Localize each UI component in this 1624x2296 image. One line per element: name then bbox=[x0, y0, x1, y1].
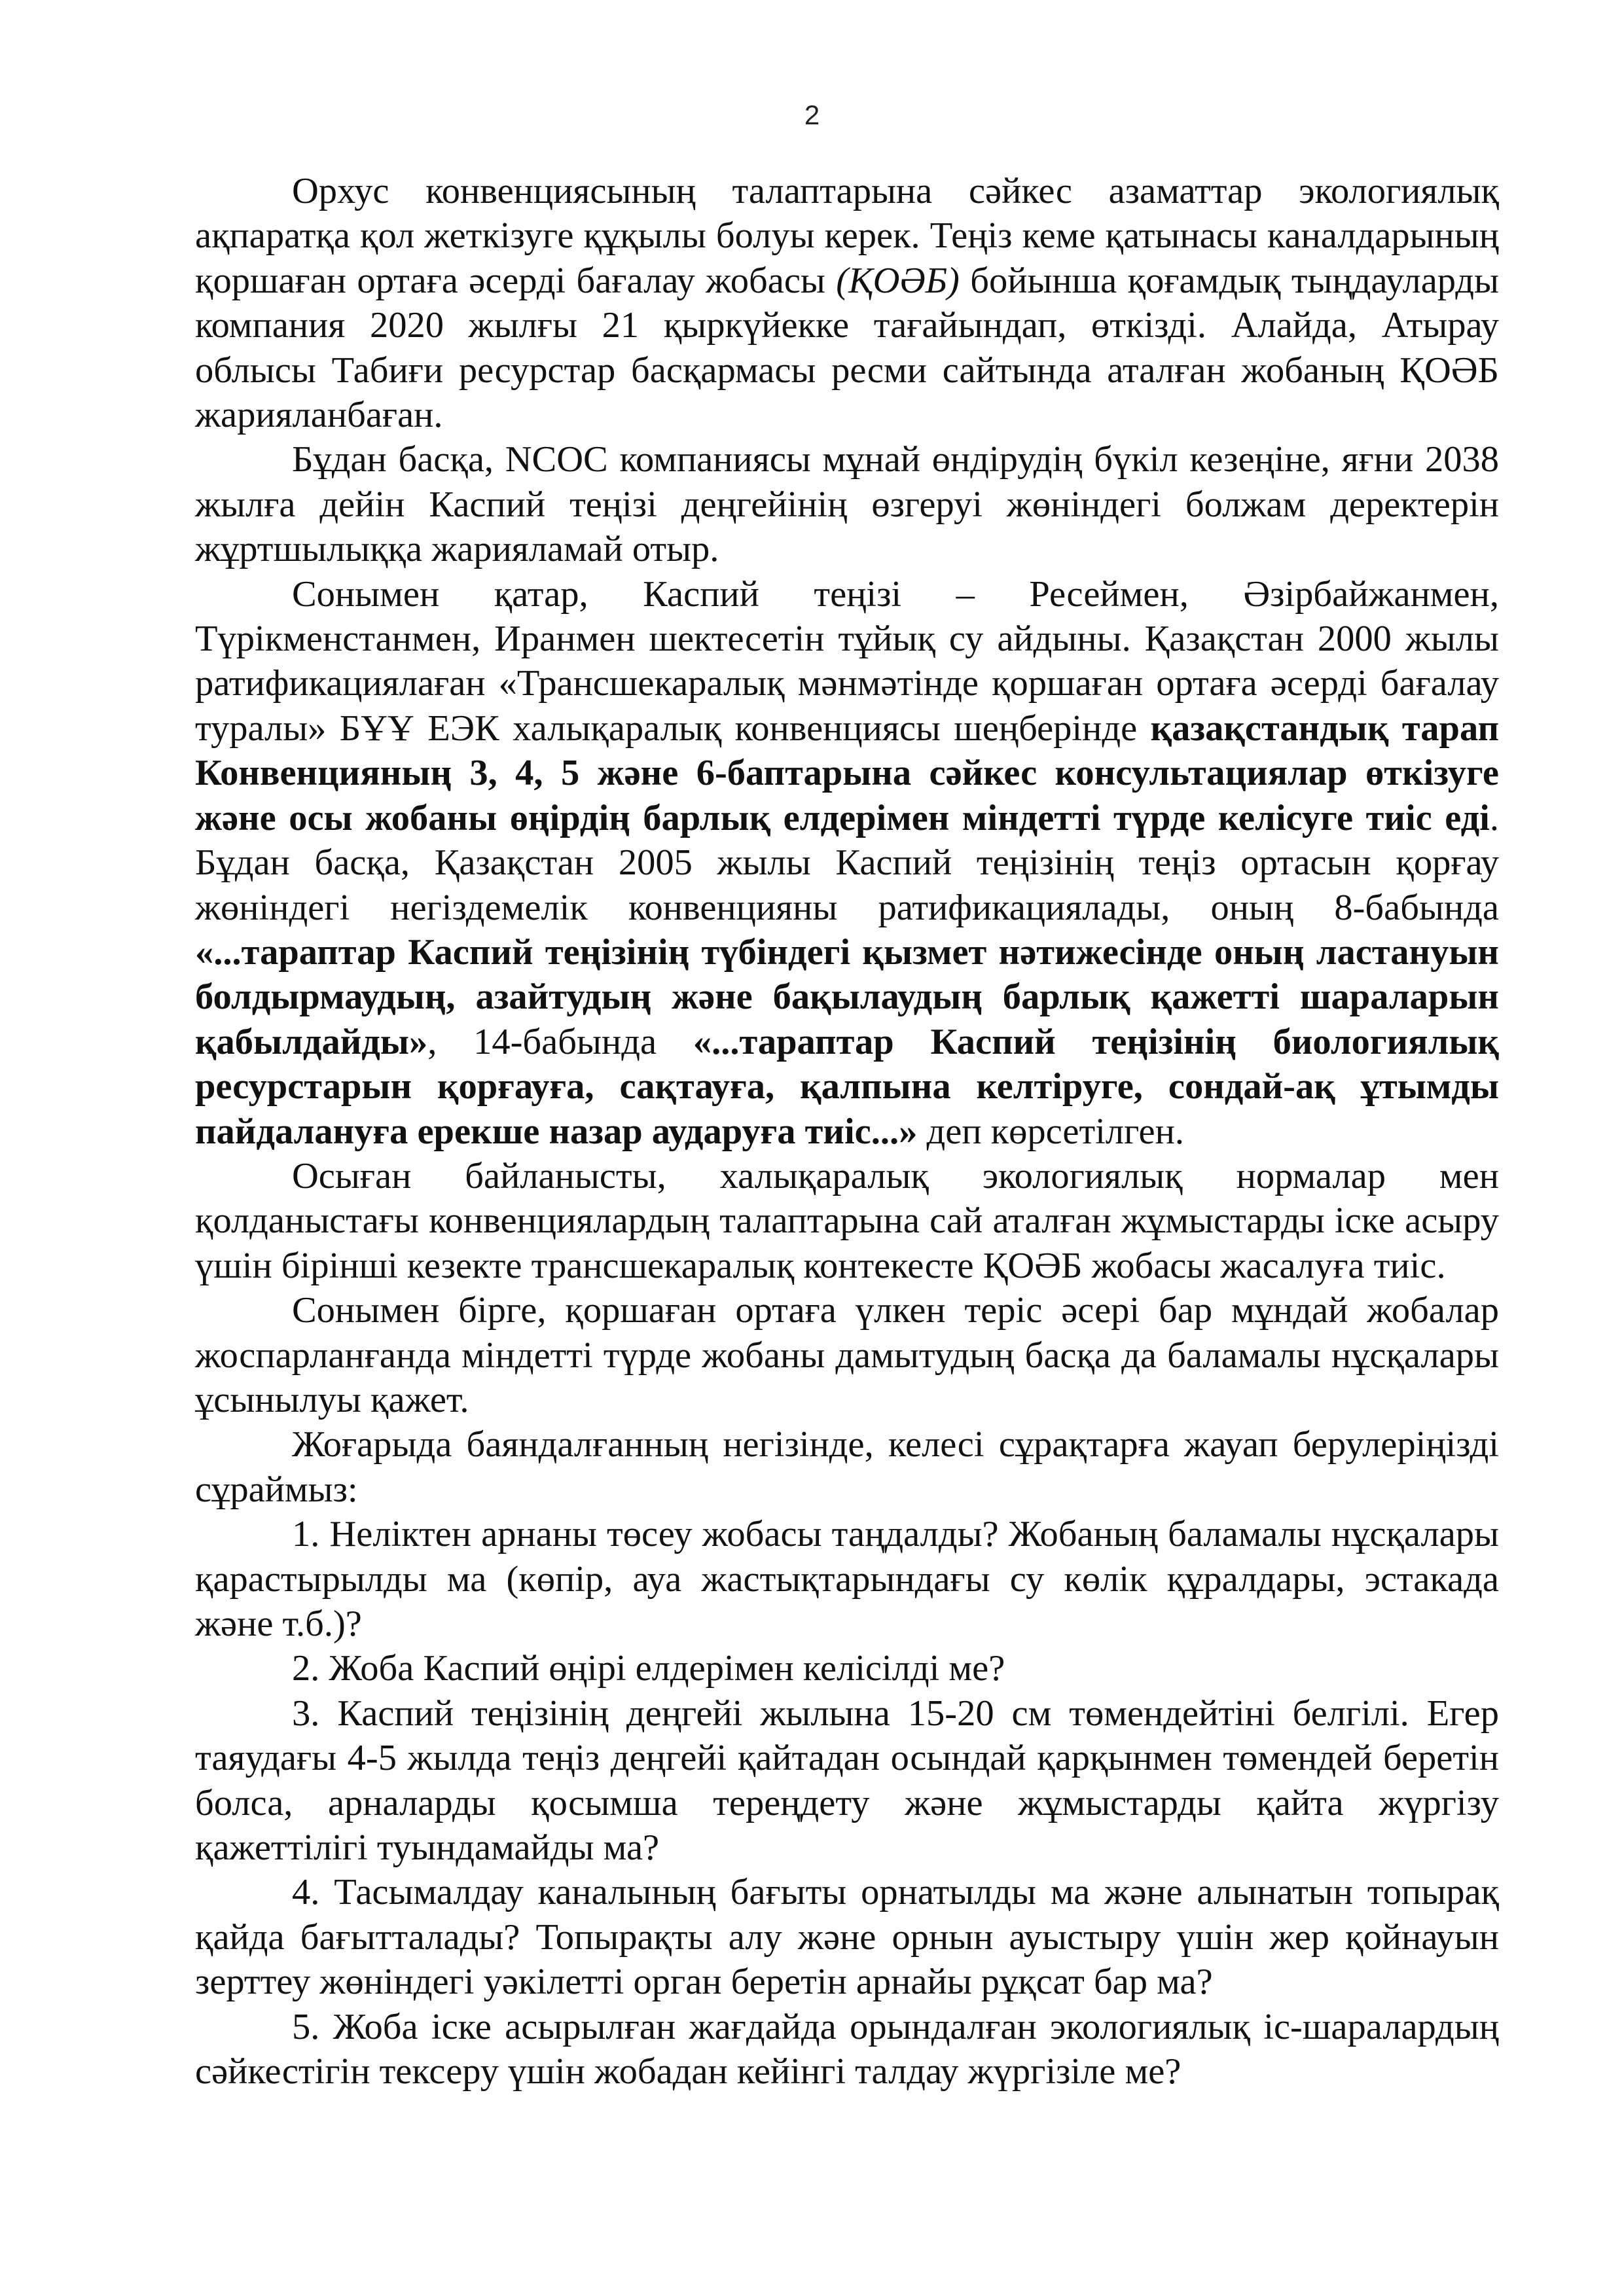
paragraph-ncoc: Бұдан басқа, NCOC компаниясы мұнай өндірудің бүкіл кезеңіне, яғни 2038 жылға дейін Каспий теңізі деңгейінің өзгеруі жөніндегі болжам деректерін жұртшылыққа жарияламай отыр. bbox=[195, 439, 1499, 570]
paragraph-request: Жоғарыда баяндалғанның негізінде, келесі сұрақтарға жауап берулеріңізді сұраймыз: bbox=[195, 1424, 1499, 1510]
question-3: 3. Каспий теңізінің деңгейі жылына 15-20 см төмендейтіні белгілі. Егер таяудағы 4-5 жылда теңіз деңгейі қайтадан осындай қарқынмен төмендей беретін болса, арналарды қосымша тереңдету және жұмыстарды қайта жүргізу қажеттілігі туындамайды ма? bbox=[195, 1693, 1499, 1869]
paragraph-text: бойынша қоғамдық тыңдауларды компания 2020 жылғы 21 қыркүйекке тағайындап, өткізді. Алайда, Атырау облысы Табиғи ресурстар басқармасы ресми сайтында аталған жобаның ҚОӘБ жарияланбаған. bbox=[195, 260, 1499, 436]
paragraph-aarhus bbox=[195, 169, 1499, 437]
paragraph-conventions bbox=[195, 572, 1499, 1154]
bold-quote-article-8: «...тараптар Каспий теңізінің түбіндегі қызмет нәтижесінде оның ластануын болдырмаудың, азайтудың және бақылаудың барлық қажетті шараларын қабылдайды» bbox=[195, 931, 1499, 1062]
page-number: 2 bbox=[804, 99, 820, 130]
paragraph-alternatives: Сонымен бірге, қоршаған ортаға үлкен теріс әсері бар мұндай жобалар жоспарланғанда міндетті түрде жобаны дамытудың басқа да баламалы нұсқалары ұсынылуы қажет. bbox=[195, 1290, 1499, 1420]
abbreviation-italic: (ҚОӘБ) bbox=[836, 260, 960, 301]
question-2: 2. Жоба Каспий өңірі елдерімен келісілді ме? bbox=[292, 1648, 1005, 1689]
question-4: 4. Тасымалдау каналының бағыты орнатылды ма және алынатын топырақ қайда бағытталады? Топырақты алу және орнын ауыстыру үшін жер қойнауын зерттеу жөніндегі уәкілетті орган беретін арнайы рұқсат бар ма? bbox=[195, 1872, 1499, 2003]
paragraph-text: , 14-бабында bbox=[427, 1021, 693, 1062]
bold-quote-article-14: «...тараптар Каспий теңізінің биологиялық ресурстарын қорғауға, сақтауға, қалпына келтіруге, сондай-ақ ұтымды пайдалануға ерекше назар аударуға тиіс...» bbox=[195, 1021, 1499, 1152]
question-5: 5. Жоба іске асырылған жағдайда орындалған экологиялық іс-шаралардың сәйкестігін тексеру үшін жобадан кейінгі талдау жүргізіле ме? bbox=[195, 2006, 1499, 2092]
paragraph-text: . Бұдан басқа, Қазақстан 2005 жылы Каспий теңізінің теңіз ортасын қорғау жөніндегі негіздемелік конвенцияны ратификациялады, оның 8-бабында bbox=[195, 797, 1499, 928]
document-body bbox=[195, 169, 1499, 2094]
question-1: 1. Неліктен арнаны төсеу жобасы таңдалды? Жобаның баламалы нұсқалары қарастырылды ма (көпір, ауа жастықтарындағы су көлік құралдары, эстакада және т.б.)? bbox=[195, 1514, 1499, 1644]
paragraph-text: Сонымен қатар, Каспий теңізі – Ресеймен, Әзірбайжанмен, Түрікменстанмен, Иранмен шектесетін тұйық су айдыны. Қазақстан 2000 жылы ратификациялаған «Трансшекаралық мәнмәтінде қоршаған ортаға әсерді бағалау туралы» БҰҰ ЕЭК халықаралық конвенциясы шеңберінде bbox=[195, 573, 1499, 749]
bold-statement: қазақстандық тарап Конвенцияның 3, 4, 5 және 6-баптарына сәйкес консультациялар өткізуге және осы жобаны өңірдің барлық елдерімен міндетті түрде келісуге тиіс еді bbox=[195, 708, 1499, 838]
paragraph-text: Орхус конвенциясының талаптарына сәйкес азаматтар экологиялық ақпаратқа қол жеткізуге құқылы болуы керек. Теңіз кеме қатынасы каналдарының қоршаған ортаға әсерді бағалау жобасы bbox=[195, 171, 1499, 301]
paragraph-text: деп көрсетілген. bbox=[917, 1111, 1184, 1152]
paragraph-transboundary: Осыған байланысты, халықаралық экологиялық нормалар мен қолданыстағы конвенциялардың талаптарына сай аталған жұмыстарды іске асыру үшін бірінші кезекте трансшекаралық контекесте ҚОӘБ жобасы жасалуға тиіс. bbox=[195, 1155, 1499, 1286]
